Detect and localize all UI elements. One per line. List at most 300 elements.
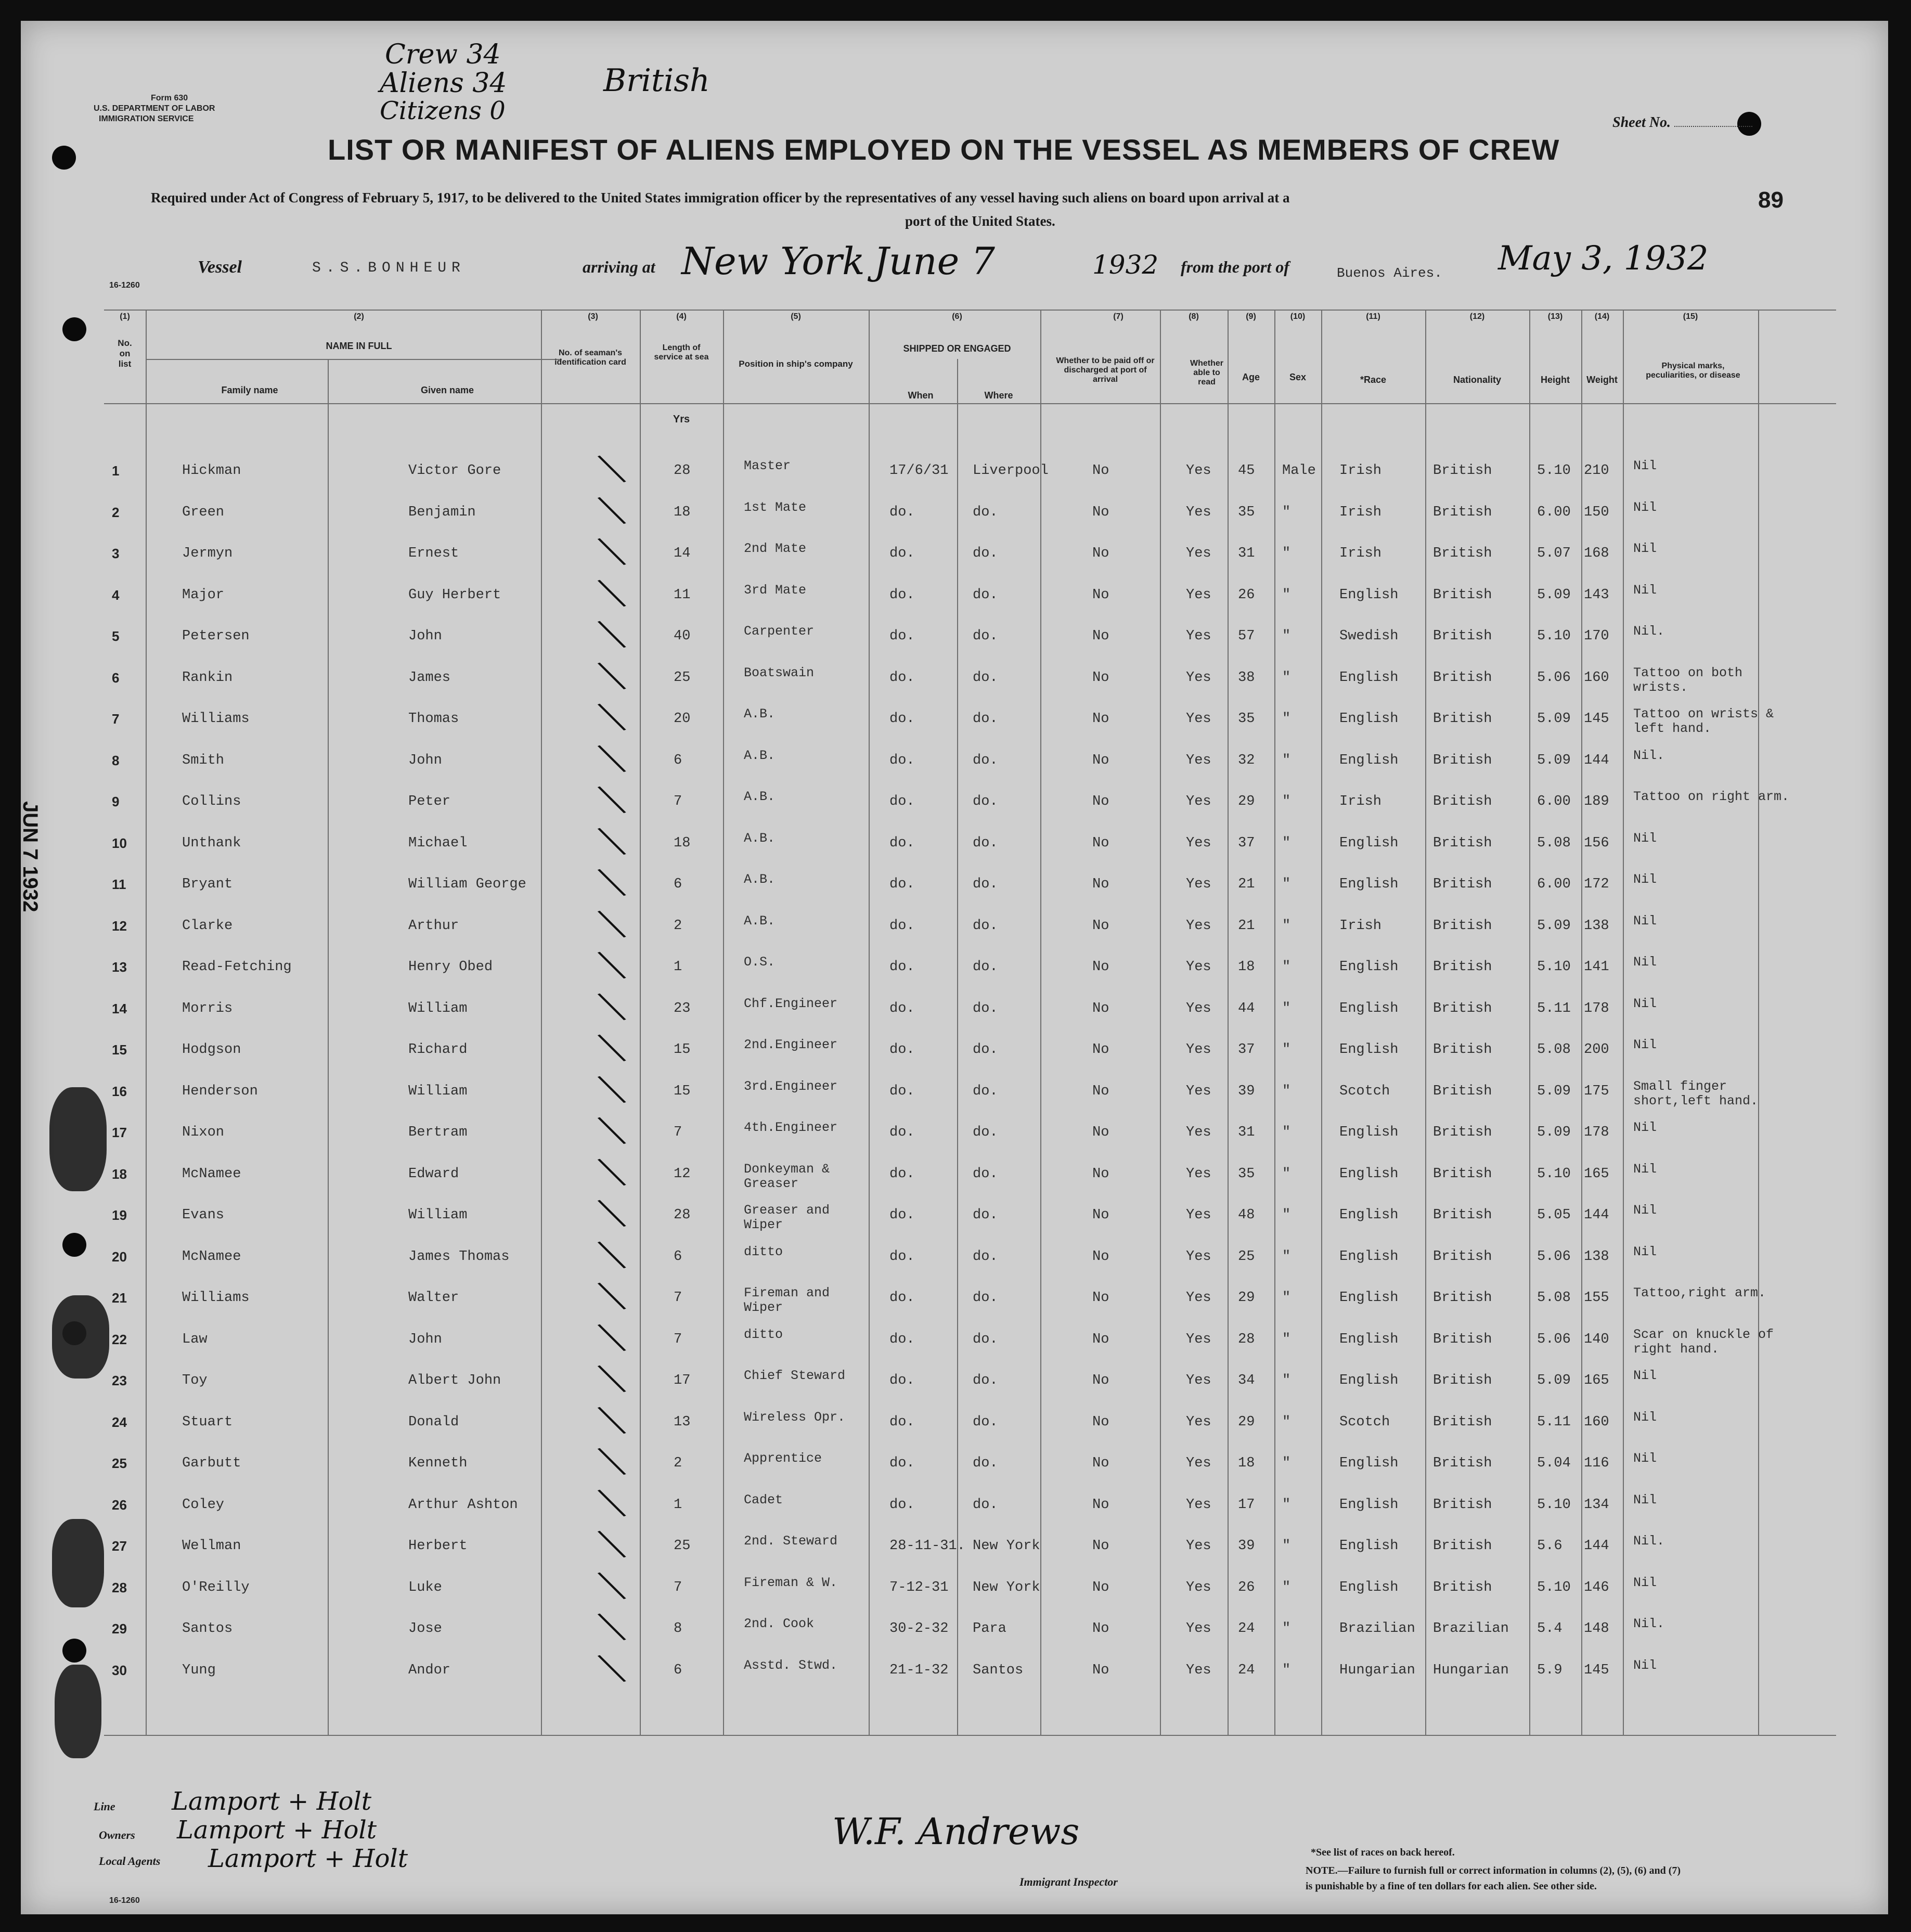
given-name-cell: Luke: [408, 1579, 442, 1595]
col-divider: [1758, 310, 1759, 1735]
given-name-cell: William: [408, 1083, 468, 1099]
service-years-cell: 18: [674, 504, 691, 520]
paid-off-cell: No: [1092, 1125, 1109, 1140]
id-card-check-mark: ╲: [599, 1071, 625, 1107]
age-cell: 17: [1238, 1497, 1255, 1513]
position-cell: Chief Steward: [744, 1368, 846, 1383]
shipped-when-cell: do.: [889, 877, 915, 892]
id-card-check-mark: ╲: [599, 1443, 625, 1480]
header-id-card: No. of seaman's identification card: [554, 349, 626, 367]
col-divider: [869, 310, 870, 1735]
col-divider: [1623, 310, 1624, 1735]
family-name-cell: Law: [182, 1331, 208, 1347]
header-able-read: Whether able to read: [1190, 359, 1223, 387]
nationality-cell: British: [1433, 835, 1492, 851]
nationality-cell: British: [1433, 628, 1492, 644]
position-cell: 4th.Engineer: [744, 1120, 838, 1135]
able-to-read-cell: Yes: [1186, 794, 1211, 809]
age-cell: 39: [1238, 1538, 1255, 1554]
weight-cell: 144: [1584, 752, 1609, 768]
service-years-cell: 8: [674, 1621, 682, 1637]
weight-cell: 170: [1584, 628, 1609, 644]
able-to-read-cell: Yes: [1186, 959, 1211, 975]
height-cell: 5.09: [1537, 752, 1571, 768]
weight-cell: 172: [1584, 877, 1609, 892]
able-to-read-cell: Yes: [1186, 877, 1211, 892]
arrival-stamp: JUN 7 1932: [19, 801, 42, 912]
row-number: 23: [112, 1373, 127, 1388]
sex-cell: ": [1282, 1331, 1291, 1347]
weight-cell: 138: [1584, 1248, 1609, 1265]
shipped-where-cell: do.: [973, 1248, 998, 1265]
paid-off-cell: No: [1092, 877, 1109, 892]
shipped-when-cell: do.: [889, 835, 915, 851]
height-cell: 5.08: [1537, 1290, 1571, 1306]
race-cell: English: [1339, 669, 1399, 686]
physical-marks-cell: Nil.: [1633, 1534, 1665, 1549]
col-number: (7): [1113, 312, 1124, 321]
physical-marks-cell: Nil: [1633, 1120, 1657, 1135]
race-cell: Brazilian: [1339, 1621, 1415, 1637]
nationality-cell: British: [1433, 918, 1492, 934]
sex-cell: ": [1282, 918, 1291, 934]
nationality-cell: British: [1433, 1497, 1492, 1513]
age-cell: 38: [1238, 669, 1255, 686]
shipped-where-cell: New York: [973, 1538, 1040, 1554]
family-name-cell: Petersen: [182, 628, 250, 644]
given-name-cell: Arthur Ashton: [408, 1497, 518, 1513]
header-weight: Weight: [1586, 375, 1618, 385]
service-years-cell: 18: [674, 835, 691, 851]
page-number: 89: [1758, 187, 1784, 213]
age-cell: 26: [1238, 587, 1255, 603]
header-shipped: SHIPPED OR ENGAGED: [903, 343, 1011, 354]
position-cell: Chf.Engineer: [744, 996, 838, 1011]
sex-cell: ": [1282, 794, 1291, 809]
position-cell: Wireless Opr.: [744, 1409, 846, 1425]
able-to-read-cell: Yes: [1186, 669, 1211, 686]
shipped-where-cell: do.: [973, 504, 998, 520]
height-cell: 5.05: [1537, 1207, 1571, 1223]
header-length-service: Length of service at sea: [654, 343, 709, 362]
family-name-cell: Hodgson: [182, 1042, 241, 1058]
shipped-where-cell: do.: [973, 918, 998, 934]
able-to-read-cell: Yes: [1186, 1125, 1211, 1140]
family-name-cell: Toy: [182, 1373, 208, 1388]
sex-cell: ": [1282, 752, 1291, 768]
col-divider: [541, 310, 542, 1735]
service-years-cell: 25: [674, 669, 691, 686]
shipped-where-cell: do.: [973, 628, 998, 644]
line-label: Line: [94, 1800, 115, 1813]
race-cell: Swedish: [1339, 628, 1399, 644]
physical-marks-cell: Nil: [1633, 1368, 1657, 1383]
header-where: Where: [984, 390, 1013, 401]
col-divider: [1529, 310, 1530, 1735]
family-name-cell: Unthank: [182, 835, 241, 851]
shipped-where-cell: do.: [973, 794, 998, 809]
punch-hole: [52, 146, 76, 170]
shipped-when-cell: 17/6/31: [889, 463, 949, 479]
vessel-name: S.S.BONHEUR: [312, 260, 466, 276]
able-to-read-cell: Yes: [1186, 628, 1211, 644]
height-cell: 5.04: [1537, 1456, 1571, 1471]
shipped-when-cell: do.: [889, 1207, 915, 1223]
shipped-when-cell: do.: [889, 1248, 915, 1265]
race-cell: English: [1339, 1538, 1399, 1554]
weight-cell: 175: [1584, 1083, 1609, 1099]
able-to-read-cell: Yes: [1186, 1538, 1211, 1554]
row-number: 2: [112, 504, 120, 520]
race-cell: English: [1339, 1042, 1399, 1058]
given-name-cell: Benjamin: [408, 504, 476, 520]
paid-off-cell: No: [1092, 1331, 1109, 1347]
row-number: 7: [112, 711, 120, 727]
service-years-cell: 1: [674, 1497, 682, 1513]
race-cell: English: [1339, 1000, 1399, 1016]
able-to-read-cell: Yes: [1186, 918, 1211, 934]
physical-marks-cell: Nil: [1633, 1409, 1657, 1425]
given-name-cell: Edward: [408, 1166, 459, 1182]
id-card-check-mark: ╲: [599, 1402, 625, 1438]
age-cell: 29: [1238, 1414, 1255, 1430]
id-card-check-mark: ╲: [599, 1029, 625, 1066]
agents-value: Lamport + Holt: [208, 1844, 408, 1873]
manifest-sheet: [21, 21, 1888, 1914]
shipped-when-cell: do.: [889, 546, 915, 561]
row-number: 13: [112, 959, 127, 975]
race-cell: Irish: [1339, 546, 1382, 561]
given-name-cell: Michael: [408, 835, 468, 851]
shipped-where-cell: do.: [973, 1166, 998, 1182]
race-cell: English: [1339, 1248, 1399, 1265]
sex-cell: ": [1282, 1042, 1291, 1058]
col-divider: [640, 310, 641, 1735]
paid-off-cell: No: [1092, 1207, 1109, 1223]
race-cell: English: [1339, 959, 1399, 975]
col-divider: [1274, 310, 1275, 1735]
shipped-when-cell: do.: [889, 504, 915, 520]
sex-cell: ": [1282, 504, 1291, 520]
weight-cell: 138: [1584, 918, 1609, 934]
col-number: (4): [676, 312, 687, 321]
given-name-cell: William: [408, 1000, 468, 1016]
shipped-where-cell: Liverpool: [973, 463, 1049, 479]
punch-hole: [62, 317, 86, 341]
position-cell: 3rd.Engineer: [744, 1078, 838, 1094]
handwritten-alien-count: Aliens 34: [380, 68, 507, 99]
col-number: (2): [354, 312, 364, 321]
height-cell: 5.06: [1537, 1331, 1571, 1347]
paid-off-cell: No: [1092, 794, 1109, 809]
sex-cell: ": [1282, 1579, 1291, 1595]
row-number: 10: [112, 835, 127, 851]
paid-off-cell: No: [1092, 1373, 1109, 1388]
shipped-when-cell: do.: [889, 1414, 915, 1430]
position-cell: Fireman and Wiper: [744, 1285, 830, 1315]
shipped-where-cell: do.: [973, 1000, 998, 1016]
row-number: 3: [112, 546, 120, 561]
race-cell: Irish: [1339, 504, 1382, 520]
weight-cell: 178: [1584, 1125, 1609, 1140]
height-cell: 6.00: [1537, 504, 1571, 520]
row-number: 24: [112, 1414, 127, 1430]
race-cell: Irish: [1339, 463, 1382, 479]
position-cell: Master: [744, 458, 791, 473]
row-number: 30: [112, 1662, 127, 1678]
paid-off-cell: No: [1092, 1290, 1109, 1306]
sex-cell: ": [1282, 1497, 1291, 1513]
col-number: (6): [952, 312, 962, 321]
nationality-cell: British: [1433, 1373, 1492, 1388]
race-cell: Scotch: [1339, 1083, 1390, 1099]
weight-cell: 165: [1584, 1373, 1609, 1388]
able-to-read-cell: Yes: [1186, 1166, 1211, 1182]
form-code-bottom: 16-1260: [109, 1896, 140, 1905]
service-years-cell: 6: [674, 877, 682, 892]
family-name-cell: McNamee: [182, 1248, 241, 1265]
shipped-when-cell: do.: [889, 1000, 915, 1016]
department-label: U.S. DEPARTMENT OF LABOR: [94, 104, 215, 113]
col-number: (1): [120, 312, 130, 321]
id-card-check-mark: ╲: [599, 1237, 625, 1273]
physical-marks-cell: Nil.: [1633, 624, 1665, 639]
shipped-where-cell: do.: [973, 711, 998, 727]
service-years-cell: 25: [674, 1538, 691, 1554]
given-name-cell: Bertram: [408, 1125, 468, 1140]
sex-cell: ": [1282, 1083, 1291, 1099]
weight-cell: 178: [1584, 1000, 1609, 1016]
able-to-read-cell: Yes: [1186, 1290, 1211, 1306]
departure-port: Buenos Aires.: [1337, 265, 1442, 281]
id-card-check-mark: ╲: [599, 988, 625, 1025]
header-when: When: [908, 390, 934, 401]
age-cell: 31: [1238, 1125, 1255, 1140]
header-nationality: Nationality: [1453, 375, 1501, 385]
height-cell: 5.10: [1537, 959, 1571, 975]
height-cell: 5.09: [1537, 587, 1571, 603]
family-name-cell: Major: [182, 587, 225, 603]
from-port-label: from the port of: [1181, 257, 1289, 276]
shipped-when-cell: do.: [889, 1373, 915, 1388]
sex-cell: ": [1282, 1621, 1291, 1637]
shipped-where-cell: do.: [973, 1125, 998, 1140]
able-to-read-cell: Yes: [1186, 1662, 1211, 1678]
service-years-cell: 28: [674, 463, 691, 479]
inspector-label: Immigrant Inspector: [1019, 1875, 1118, 1888]
age-cell: 44: [1238, 1000, 1255, 1016]
handwritten-nationality: British: [603, 62, 710, 99]
paid-off-cell: No: [1092, 959, 1109, 975]
id-card-check-mark: ╲: [599, 906, 625, 942]
weight-cell: 145: [1584, 1662, 1609, 1678]
family-name-cell: Read-Fetching: [182, 959, 292, 975]
row-number: 6: [112, 669, 120, 686]
col-number: (14): [1594, 312, 1610, 321]
paid-off-cell: No: [1092, 918, 1109, 934]
family-name-cell: Collins: [182, 794, 241, 809]
sex-cell: ": [1282, 1373, 1291, 1388]
shipped-where-cell: Santos: [973, 1662, 1024, 1678]
weight-cell: 156: [1584, 835, 1609, 851]
given-name-cell: Andor: [408, 1662, 451, 1678]
paid-off-cell: No: [1092, 546, 1109, 561]
form-subtitle-line2: port of the United States.: [905, 213, 1055, 229]
able-to-read-cell: Yes: [1186, 1207, 1211, 1223]
service-years-cell: 23: [674, 1000, 691, 1016]
nationality-cell: British: [1433, 1290, 1492, 1306]
inspector-signature: W.F. Andrews: [832, 1810, 1080, 1853]
weight-cell: 168: [1584, 546, 1609, 561]
id-card-check-mark: ╲: [599, 1650, 625, 1686]
punch-hole: [62, 1233, 86, 1257]
height-cell: 5.4: [1537, 1621, 1563, 1637]
col-divider: [1160, 310, 1161, 1735]
family-name-cell: Hickman: [182, 463, 241, 479]
service-years-cell: 7: [674, 1579, 682, 1595]
shipped-when-cell: do.: [889, 752, 915, 768]
shipped-when-cell: do.: [889, 1290, 915, 1306]
sex-cell: ": [1282, 711, 1291, 727]
able-to-read-cell: Yes: [1186, 1373, 1211, 1388]
family-name-cell: Henderson: [182, 1083, 258, 1099]
physical-marks-cell: Nil: [1633, 830, 1657, 846]
paid-off-cell: No: [1092, 1248, 1109, 1265]
row-number: 26: [112, 1497, 127, 1513]
age-cell: 29: [1238, 794, 1255, 809]
sex-cell: ": [1282, 877, 1291, 892]
row-number: 14: [112, 1000, 127, 1016]
weight-cell: 150: [1584, 504, 1609, 520]
given-name-cell: Peter: [408, 794, 451, 809]
position-cell: 2nd Mate: [744, 541, 807, 556]
shipped-when-cell: do.: [889, 794, 915, 809]
nationality-cell: British: [1433, 1042, 1492, 1058]
family-name-cell: O'Reilly: [182, 1579, 250, 1595]
age-cell: 37: [1238, 835, 1255, 851]
service-years-cell: 14: [674, 546, 691, 561]
handwritten-crew-count: Crew 34: [385, 39, 501, 70]
row-number: 28: [112, 1579, 127, 1595]
shipped-where-cell: do.: [973, 1373, 998, 1388]
header-name-in-full: NAME IN FULL: [326, 341, 392, 351]
weight-cell: 143: [1584, 587, 1609, 603]
family-name-cell: Rankin: [182, 669, 233, 686]
header-given-name: Given name: [420, 385, 474, 395]
shipped-where-cell: do.: [973, 1414, 998, 1430]
header-bottom-rule: [104, 403, 1836, 404]
height-cell: 6.00: [1537, 794, 1571, 809]
id-card-check-mark: ╲: [599, 947, 625, 984]
race-cell: English: [1339, 1290, 1399, 1306]
race-cell: English: [1339, 1456, 1399, 1471]
nationality-cell: British: [1433, 1207, 1492, 1223]
col-number: (12): [1469, 312, 1485, 321]
given-name-cell: Albert John: [408, 1373, 501, 1388]
sex-cell: ": [1282, 1000, 1291, 1016]
header-paid-off: Whether to be paid off or discharged at port of arrival: [1056, 356, 1155, 384]
physical-marks-cell: Tattoo on both wrists.: [1633, 665, 1743, 695]
able-to-read-cell: Yes: [1186, 1456, 1211, 1471]
shipped-where-cell: do.: [973, 669, 998, 686]
physical-marks-cell: Nil: [1633, 1657, 1657, 1673]
given-name-cell: Ernest: [408, 546, 459, 561]
col-divider: [328, 359, 329, 1735]
race-cell: English: [1339, 1125, 1399, 1140]
position-cell: Boatswain: [744, 665, 815, 680]
shipped-when-cell: do.: [889, 1456, 915, 1471]
age-cell: 57: [1238, 628, 1255, 644]
weight-cell: 134: [1584, 1497, 1609, 1513]
id-card-check-mark: ╲: [599, 658, 625, 694]
race-cell: Hungarian: [1339, 1662, 1415, 1678]
height-cell: 5.06: [1537, 669, 1571, 686]
paid-off-cell: No: [1092, 752, 1109, 768]
weight-cell: 141: [1584, 959, 1609, 975]
service-years-cell: 7: [674, 794, 682, 809]
weight-cell: 210: [1584, 463, 1609, 479]
nationality-cell: British: [1433, 546, 1492, 561]
race-cell: English: [1339, 835, 1399, 851]
row-number: 20: [112, 1248, 127, 1265]
nationality-cell: British: [1433, 1456, 1492, 1471]
col-divider: [957, 359, 958, 1735]
paid-off-cell: No: [1092, 1621, 1109, 1637]
age-cell: 34: [1238, 1373, 1255, 1388]
arrival-year: 1932: [1092, 250, 1159, 280]
given-name-cell: Henry Obed: [408, 959, 493, 975]
height-cell: 5.09: [1537, 918, 1571, 934]
sex-cell: ": [1282, 1538, 1291, 1554]
margin-stain: [55, 1665, 101, 1758]
nationality-cell: British: [1433, 504, 1492, 520]
table-bottom-rule: [104, 1735, 1836, 1736]
height-cell: 5.09: [1537, 1125, 1571, 1140]
position-cell: Greaser and Wiper: [744, 1203, 830, 1232]
shipped-when-cell: do.: [889, 1497, 915, 1513]
shipped-when-cell: do.: [889, 711, 915, 727]
race-cell: English: [1339, 877, 1399, 892]
position-cell: 1st Mate: [744, 499, 807, 515]
age-cell: 24: [1238, 1662, 1255, 1678]
id-card-check-mark: ╲: [599, 1319, 625, 1356]
col-divider: [1040, 310, 1041, 1735]
service-years-cell: 7: [674, 1331, 682, 1347]
family-name-cell: Clarke: [182, 918, 233, 934]
able-to-read-cell: Yes: [1186, 711, 1211, 727]
position-cell: A.B.: [744, 748, 776, 763]
shipped-when-cell: 28-11-31.: [889, 1538, 965, 1554]
sex-cell: ": [1282, 546, 1291, 561]
id-card-check-mark: ╲: [599, 1608, 625, 1645]
position-cell: ditto: [744, 1326, 783, 1342]
sheet-number-label: Sheet No.: [1612, 114, 1752, 131]
id-card-check-mark: ╲: [599, 1112, 625, 1149]
col-number: (8): [1189, 312, 1199, 321]
able-to-read-cell: Yes: [1186, 1414, 1211, 1430]
row-number: 18: [112, 1166, 127, 1182]
family-name-cell: Williams: [182, 1290, 250, 1306]
id-card-check-mark: ╲: [599, 575, 625, 611]
id-card-check-mark: ╲: [599, 1485, 625, 1521]
given-name-cell: Herbert: [408, 1538, 468, 1554]
service-years-cell: 15: [674, 1083, 691, 1099]
position-cell: A.B.: [744, 706, 776, 722]
shipped-where-cell: do.: [973, 1042, 998, 1058]
vessel-label: Vessel: [198, 257, 242, 277]
family-name-cell: McNamee: [182, 1166, 241, 1182]
row-number: 12: [112, 918, 127, 934]
